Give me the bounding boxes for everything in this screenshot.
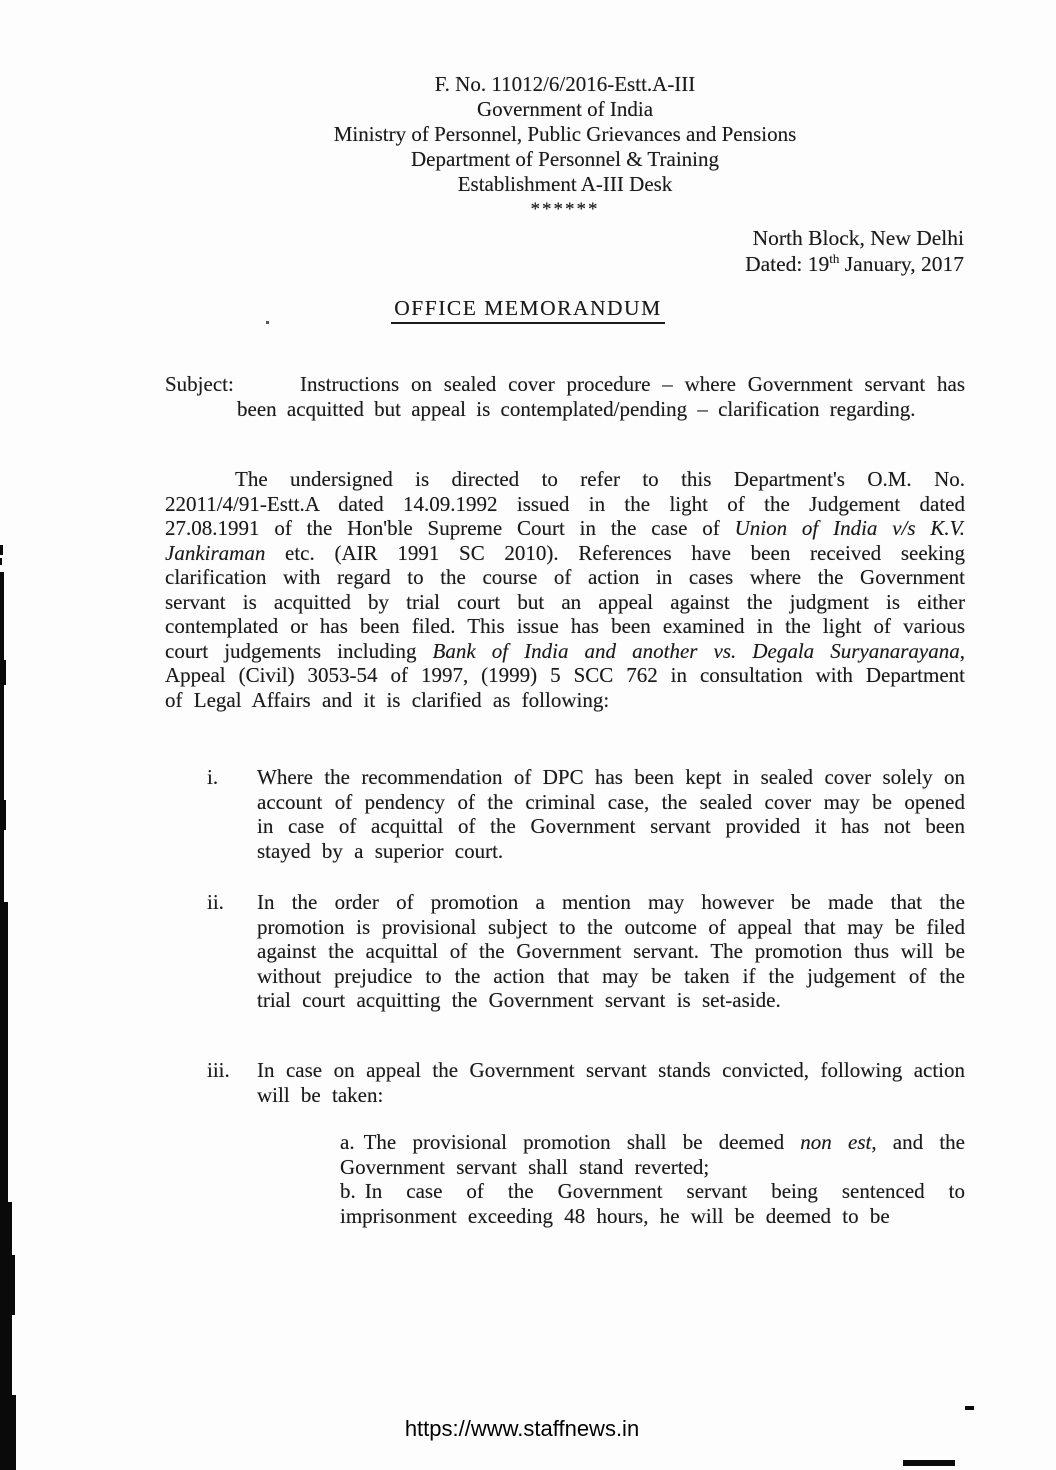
body-paragraph: The undersigned is directed to refer to this Department's O.M. No. 22011/4/91-Estt.A dated 14.09.1992 issued in the light of the Judgement dated 27.08.1991 of the Hon'ble Supreme Court in the case of Union of India v/s K.V. Jankiraman etc. (AIR 1991 SC 2010). References have been received seeking clarification with regard to the course of action in cases where the Government servant is acquitted by trial court but an appeal against the judgment is either contemplated or has been filed. This issue has been examined in the light of various court judgements including Bank of India and another vs. Degala Suryanarayana, Appeal (Civil) 3053-54 of 1997, (1999) 5 SCC 762 in consultation with Department of Legal Affairs and it is clarified as following:: [165, 467, 966, 712]
date-ordinal-suffix: th: [829, 250, 840, 266]
list-item-text: In the order of promotion a mention may however be made that the promotion is provisional subject to the outcome of appeal that may be filed against the acquittal of the Government servant. The promotion thus will be without prejudice to the action that may be taken if the judgement of the trial court acquitting the Government servant is set-aside.: [257, 890, 965, 1012]
scan-artifact-right-edge: [965, 1406, 974, 1410]
subject-block: [0, 372, 1056, 421]
org-line-desk: Establishment A-III Desk: [457, 172, 673, 196]
memo-title: OFFICE MEMORANDUM: [391, 296, 664, 324]
scan-artifact-left-edge: [0, 572, 4, 902]
asterisk-separator: ******: [530, 199, 600, 220]
org-line-ministry: Ministry of Personnel, Public Grievances and Pensions: [333, 122, 797, 146]
place-date-block: [745, 226, 964, 277]
list-item-number: ii.: [207, 890, 224, 914]
scan-artifact-bottom-right: [903, 1460, 955, 1466]
sub-item-b: [340, 1179, 965, 1228]
org-line-government: Government of India: [476, 97, 654, 121]
sub-list: [340, 1130, 965, 1228]
sub-item-text: The provisional promotion shall be deemed non est, and the Government servant shall stand reverted;: [340, 1130, 966, 1179]
file-number: F. No. 11012/6/2016-Estt.A-III: [434, 72, 696, 96]
place-line: North Block, New Delhi: [752, 226, 964, 250]
sub-item-text: In case of the Government servant being sentenced to imprisonment exceeding 48 hours, he will be deemed to be: [340, 1179, 965, 1228]
scan-artifact-left-edge: [0, 902, 8, 1202]
scan-artifact-left-edge: [0, 660, 6, 685]
subject-label: Subject:: [165, 372, 234, 396]
list-item-text: Where the recommendation of DPC has been kept in sealed cover solely on account of pendency of the criminal case, the sealed cover may be opened in case of acquittal of the Government servant provided it has not been stayed by a superior court.: [257, 765, 965, 863]
sub-item-number: a.: [340, 1130, 355, 1154]
list-item-i: [165, 765, 965, 863]
memo-title-wrap: [0, 296, 1056, 324]
scan-artifact-left-edge: [0, 800, 6, 830]
list-item-text: In case on appeal the Government servant stands convicted, following action will be taken:: [257, 1058, 965, 1107]
org-line-department: Department of Personnel & Training: [411, 147, 719, 171]
list-item-number: iii.: [207, 1058, 230, 1082]
subject-text: Instructions on sealed cover procedure – where Government servant has been acquitted but appeal is contemplated/pending – clarification regarding.: [237, 372, 965, 421]
scan-artifact-left-edge: [0, 545, 3, 555]
watermark-url: https://www.staffnews.in: [404, 1416, 640, 1441]
list-item-iii: [165, 1058, 965, 1107]
date-line: Dated: 19th January, 2017: [745, 250, 964, 276]
list-item-ii: [165, 890, 965, 1013]
list-item-number: i.: [207, 765, 219, 789]
sub-item-a: [340, 1130, 965, 1179]
scan-artifact-left-edge: [0, 1255, 15, 1315]
scan-artifact-left-edge: [0, 558, 2, 565]
sub-item-number: b.: [340, 1179, 356, 1203]
letterhead: [165, 72, 965, 222]
